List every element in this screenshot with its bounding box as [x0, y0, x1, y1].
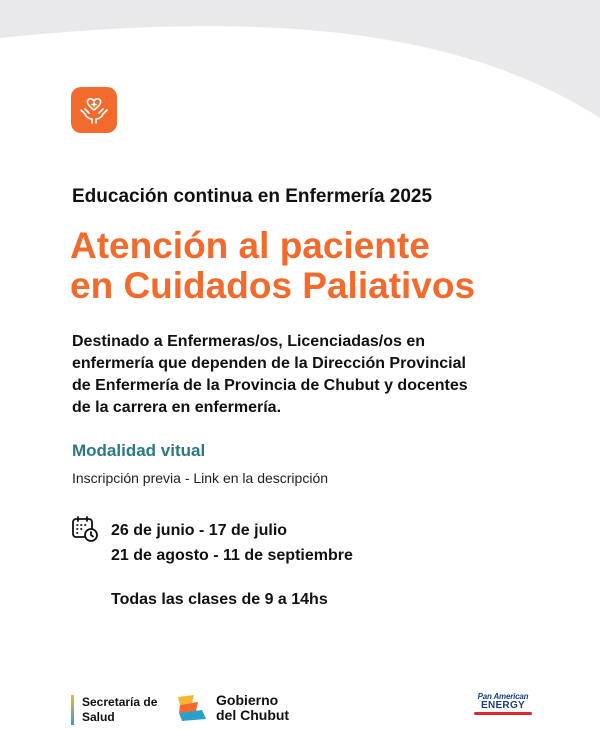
- description-line: enfermería que dependen de la Dirección Provincial: [72, 355, 466, 372]
- description-line: de la carrera en enfermería.: [72, 399, 282, 416]
- logo-gobierno-chubut: [176, 693, 289, 723]
- course-title: [70, 226, 475, 306]
- course-dates: [111, 518, 353, 568]
- pae-line-2: ENERGY: [480, 700, 526, 711]
- registration-note: Inscripción previa - Link en la descripción: [72, 470, 329, 486]
- salud-line-2: Salud: [82, 710, 115, 724]
- course-subtitle: Educación continua en Enfermería 2025: [72, 186, 433, 207]
- course-description: [72, 331, 542, 419]
- date-range: 21 de agosto - 11 de septiembre: [111, 547, 353, 564]
- modality-label: Modalidad vitual: [72, 441, 206, 460]
- course-title-line-1: Atención al paciente: [70, 225, 430, 266]
- chubut-map-logo-icon: [176, 693, 210, 723]
- date-range: 26 de junio - 17 de julio: [111, 522, 288, 539]
- logo-salud-bar: [71, 695, 74, 725]
- salud-line-1: Secretaría de: [82, 695, 158, 709]
- pae-stripe: [474, 712, 532, 715]
- class-schedule: Todas las clases de 9 a 14hs: [111, 591, 328, 608]
- description-line: de Enfermería de la Provincia de Chubut y docentes: [72, 377, 468, 394]
- pae-line-1: Pan American: [477, 692, 529, 701]
- chubut-line-1: Gobierno: [216, 692, 279, 708]
- chubut-line-2: del Chubut: [216, 707, 290, 723]
- logo-pan-american-energy: [474, 692, 532, 715]
- logo-secretaria-salud: [71, 695, 157, 725]
- hands-heart-care-icon: [71, 87, 117, 133]
- calendar-clock-icon: [71, 515, 99, 543]
- course-title-line-2: en Cuidados Paliativos: [70, 265, 476, 306]
- description-line: Destinado a Enfermeras/os, Licenciadas/os en: [72, 333, 426, 350]
